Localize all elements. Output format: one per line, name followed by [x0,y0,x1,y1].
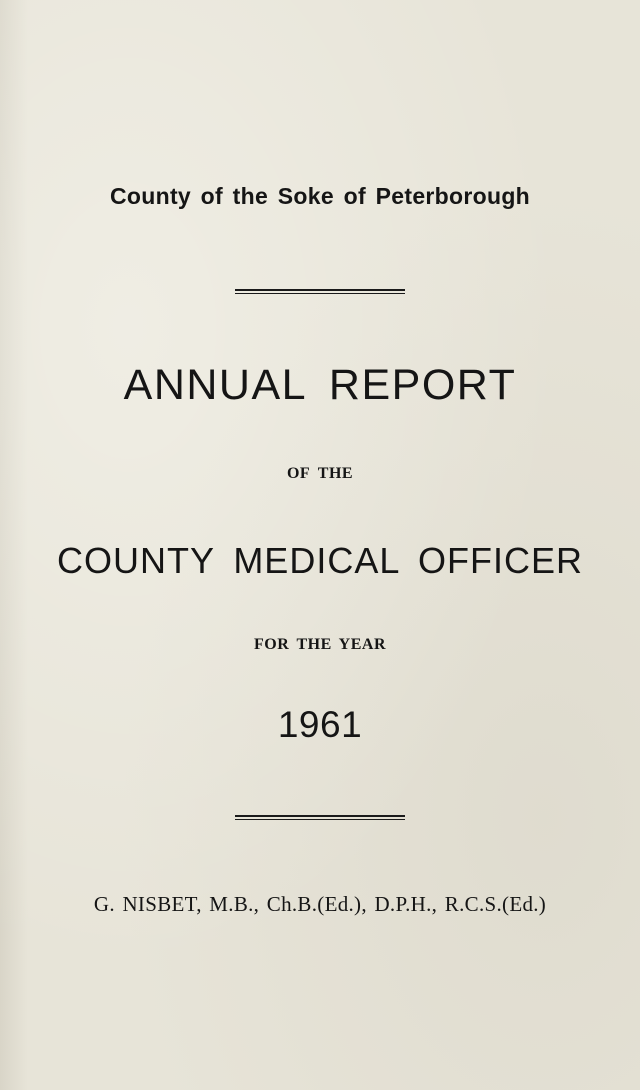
bleed-through-texture [0,88,640,102]
rule-line [235,819,405,821]
report-year: 1961 [277,704,363,745]
county-heading: County of the Soke of Peterborough [109,183,531,209]
author-credentials: G. NISBET, M.B., Ch.B.(Ed.), D.P.H., R.C.S.(Ed.) [93,892,547,916]
rule-line [235,293,405,295]
for-the-year-text: FOR THE YEAR [253,636,386,653]
bottom-double-rule [235,815,405,820]
top-double-rule [235,289,405,294]
rule-line [235,815,405,817]
office-title: COUNTY MEDICAL OFFICER [56,540,584,581]
rule-line [235,289,405,291]
of-the-text: OF THE [286,465,354,482]
report-title: ANNUAL REPORT [123,361,517,409]
